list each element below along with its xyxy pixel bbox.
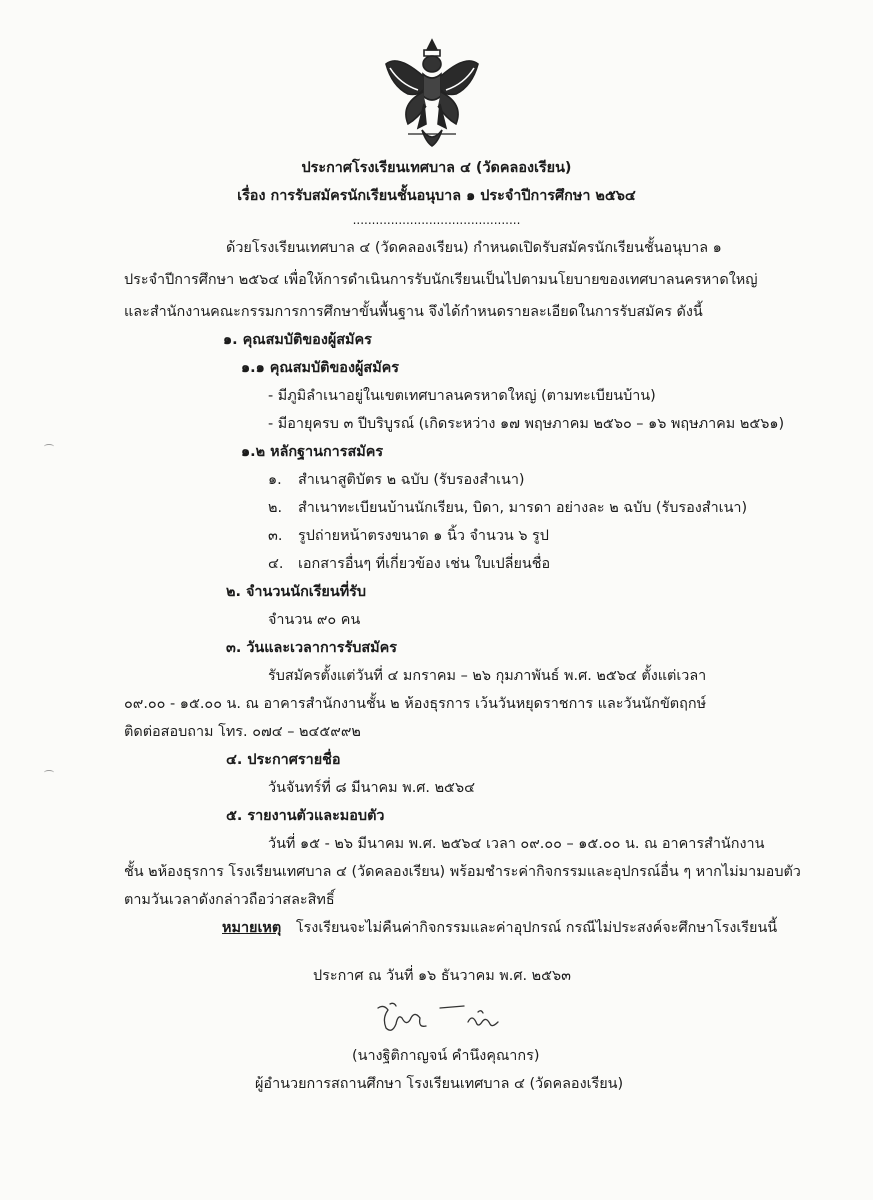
announcement-title: ประกาศโรงเรียนเทศบาล ๔ (วัดคลองเรียน) [301, 160, 572, 176]
qualification-item: - มีภูมิลำเนาอยู่ในเขตเทศบาลนครหาดใหญ่ (ตามทะเบียนบ้าน) [268, 388, 656, 404]
application-period-line-2: ๐๙.๐๐ - ๑๕.๐๐ น. ณ อาคารสำนักงานชั้น ๒ ห้องธุรการ เว้นวันหยุดราชการ และวันนักขัตฤกษ์ [124, 696, 707, 712]
document-item [268, 470, 525, 490]
document-item-number: ๓. [268, 528, 283, 544]
intro-line-3: และสำนักงานคณะกรรมการการศึกษาขั้นพื้นฐาน จึงได้กำหนดรายละเอียดในการรับสมัคร ดังนี้ [124, 304, 703, 320]
student-quota: จำนวน ๙๐ คน [268, 612, 361, 628]
section-2-heading: ๒. จำนวนนักเรียนที่รับ [226, 584, 367, 600]
document-item [268, 498, 748, 518]
document-item-text: สำเนาสูติบัตร ๒ ฉบับ (รับรองสำเนา) [298, 472, 525, 488]
section-1-heading: ๑. คุณสมบัติของผู้สมัคร [223, 332, 372, 348]
document-item [268, 526, 549, 546]
punch-hole-mark [44, 770, 54, 775]
issue-date: ประกาศ ณ วันที่ ๑๖ ธันวาคม พ.ศ. ๒๕๖๓ [313, 968, 572, 984]
qualification-item: - มีอายุครบ ๓ ปีบริบูรณ์ (เกิดระหว่าง ๑๗ พฤษภาคม ๒๕๖๐ – ๑๖ พฤษภาคม ๒๕๖๑) [268, 416, 785, 432]
report-line-1: วันที่ ๑๕ - ๒๖ มีนาคม พ.ศ. ๒๕๖๔ เวลา ๐๙.๐๐ – ๑๕.๐๐ น. ณ อาคารสำนักงาน [268, 836, 765, 852]
remark-label: หมายเหตุ [222, 920, 282, 936]
report-line-3: ตามวันเวลาดังกล่าวถือว่าสละสิทธิ์ [124, 892, 335, 908]
intro-line-1: ด้วยโรงเรียนเทศบาล ๔ (วัดคลองเรียน) กำหนดเปิดรับสมัครนักเรียนชั้นอนุบาล ๑ [226, 240, 722, 256]
remark-text: โรงเรียนจะไม่คืนค่ากิจกรรมและค่าอุปกรณ์ กรณีไม่ประสงค์จะศึกษาโรงเรียนนี้ [295, 920, 778, 936]
contact-phone: ติดต่อสอบถาม โทร. ๐๗๔ – ๒๔๕๙๙๒ [124, 724, 361, 740]
section-4-heading: ๔. ประกาศรายชื่อ [226, 752, 341, 768]
title-divider: ............................................ [352, 213, 521, 227]
announcement-date: วันจันทร์ที่ ๘ มีนาคม พ.ศ. ๒๕๖๔ [268, 780, 475, 796]
signer-position: ผู้อำนวยการสถานศึกษา โรงเรียนเทศบาล ๔ (วัดคลองเรียน) [255, 1076, 624, 1092]
section-5-heading: ๕. รายงานตัวและมอบตัว [226, 808, 385, 824]
document-item-number: ๑. [268, 472, 282, 488]
document-item-text: สำเนาทะเบียนบ้านนักเรียน, บิดา, มารดา อย่างละ ๒ ฉบับ (รับรองสำเนา) [298, 500, 748, 516]
section-1-2-heading: ๑.๒ หลักฐานการสมัคร [241, 444, 384, 460]
document-item-number: ๒. [268, 500, 283, 516]
handwritten-signature-icon [360, 1000, 520, 1040]
application-period-line-1: รับสมัครตั้งแต่วันที่ ๔ มกราคม – ๒๖ กุมภาพันธ์ พ.ศ. ๒๕๖๔ ตั้งแต่เวลา [268, 668, 707, 684]
report-line-2: ชั้น ๒ห้องธุรการ โรงเรียนเทศบาล ๔ (วัดคลองเรียน) พร้อมชำระค่ากิจกรรมและอุปกรณ์อื่น ๆ หากไม่มามอบตัว [124, 864, 801, 880]
signer-name: (นางฐิติกาญจน์ คำนึงคุณากร) [352, 1048, 540, 1064]
punch-hole-mark [44, 444, 54, 449]
document-item-text: เอกสารอื่นๆ ที่เกี่ยวข้อง เช่น ใบเปลี่ยนชื่อ [298, 556, 551, 572]
remark [222, 918, 777, 938]
intro-line-2: ประจำปีการศึกษา ๒๕๖๔ เพื่อให้การดำเนินการรับนักเรียนเป็นไปตามนโยบายของเทศบาลนครหาดใหญ่ [124, 272, 758, 288]
document-item [268, 554, 551, 574]
document-item-text: รูปถ่ายหน้าตรงขนาด ๑ นิ้ว จำนวน ๖ รูป [298, 528, 549, 544]
document-item-number: ๔. [268, 556, 284, 572]
section-3-heading: ๓. วันและเวลาการรับสมัคร [226, 640, 397, 656]
announcement-subject: เรื่อง การรับสมัครนักเรียนชั้นอนุบาล ๑ ประจำปีการศึกษา ๒๕๖๔ [237, 188, 636, 204]
section-1-1-heading: ๑.๑ คุณสมบัติของผู้สมัคร [241, 360, 400, 376]
garuda-emblem-icon [378, 34, 486, 152]
